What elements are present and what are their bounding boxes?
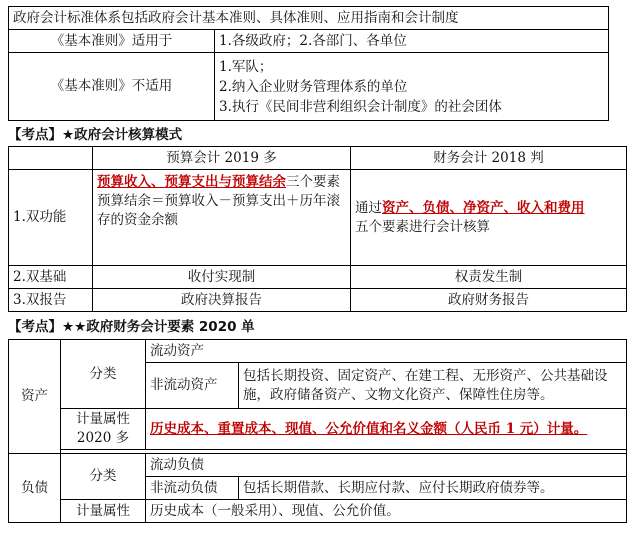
not-applicable-list	[215, 53, 609, 121]
budget-dual-function-cell	[93, 170, 351, 266]
current-asset: 流动资产	[146, 340, 627, 363]
standards-header: 政府会计标准体系包括政府会计基本准则、具体准则、应用指南和会计制度	[9, 7, 609, 30]
budget-elements-tail: 三个要素	[286, 174, 340, 190]
finance-suffix: 五个要素进行会计核算	[355, 218, 490, 235]
not-applicable-item: 2.纳入企业财务管理体系的单位	[219, 78, 408, 95]
asset-classification-label: 分类	[61, 340, 146, 409]
finance-elements-highlight: 资产、负债、净资产、收入和费用	[382, 199, 585, 216]
col-budget-accounting: 预算会计 2019 多	[93, 147, 351, 170]
row-dual-function: 1.双功能	[9, 170, 93, 266]
accounting-standards-table	[8, 6, 609, 121]
financial-elements-table	[8, 339, 627, 523]
asset-measurement-label: 计量属性 2020 多	[61, 409, 146, 450]
liability-measurement-label: 计量属性	[61, 500, 146, 523]
noncurrent-liability: 非流动负债	[146, 477, 239, 500]
section-heading-accounting-model: 【考点】★政府会计核算模式	[8, 127, 183, 143]
budget-surplus-formula: 预算结余＝预算收入－预算支出＋历年滚存的资金余额	[97, 193, 340, 228]
accrual-basis: 权责发生制	[351, 266, 627, 289]
not-applicable-item: 3.执行《民间非营利组织会计制度》的社会团体	[219, 98, 502, 115]
not-applicable-label: 《基本准则》不适用	[9, 53, 215, 121]
accounting-model-table	[8, 146, 627, 312]
budget-elements-highlight: 预算收入、预算支出与预算结余	[97, 174, 286, 190]
col-financial-accounting: 财务会计 2018 判	[351, 147, 627, 170]
noncurrent-liability-desc: 包括长期借款、长期应付款、应付长期政府债券等。	[239, 477, 627, 500]
applicable-label: 《基本准则》适用于	[9, 30, 215, 53]
final-accounts-report: 政府决算报告	[93, 289, 351, 312]
financial-report: 政府财务报告	[351, 289, 627, 312]
corner-cell	[9, 147, 93, 170]
noncurrent-asset: 非流动资产	[146, 363, 239, 409]
liability-label: 负债	[9, 454, 61, 523]
section-heading-financial-elements: 【考点】★★政府财务会计要素 2020 单	[8, 319, 255, 335]
asset-measurement-value	[146, 409, 627, 450]
current-liability: 流动负债	[146, 454, 627, 477]
row-dual-basis: 2.双基础	[9, 266, 93, 289]
finance-prefix: 通过	[355, 199, 382, 216]
not-applicable-item: 1.军队；	[219, 58, 273, 75]
liability-classification-label: 分类	[61, 454, 146, 500]
noncurrent-asset-desc: 包括长期投资、固定资产、在建工程、无形资产、公共基础设施，政府储备资产、文物文化资产、保障性住房等。	[239, 363, 627, 409]
row-dual-report: 3.双报告	[9, 289, 93, 312]
finance-dual-function-cell	[351, 170, 627, 266]
liability-measurement-value: 历史成本（一般采用）、现值、公允价值。	[146, 500, 627, 523]
cash-basis: 收付实现制	[93, 266, 351, 289]
applicable-value: 1.各级政府；2.各部门、各单位	[215, 30, 609, 53]
asset-measurement-highlight: 历史成本、重置成本、现值、公允价值和名义金额（人民币 1 元）计量。	[150, 420, 588, 437]
asset-label: 资产	[9, 340, 61, 454]
